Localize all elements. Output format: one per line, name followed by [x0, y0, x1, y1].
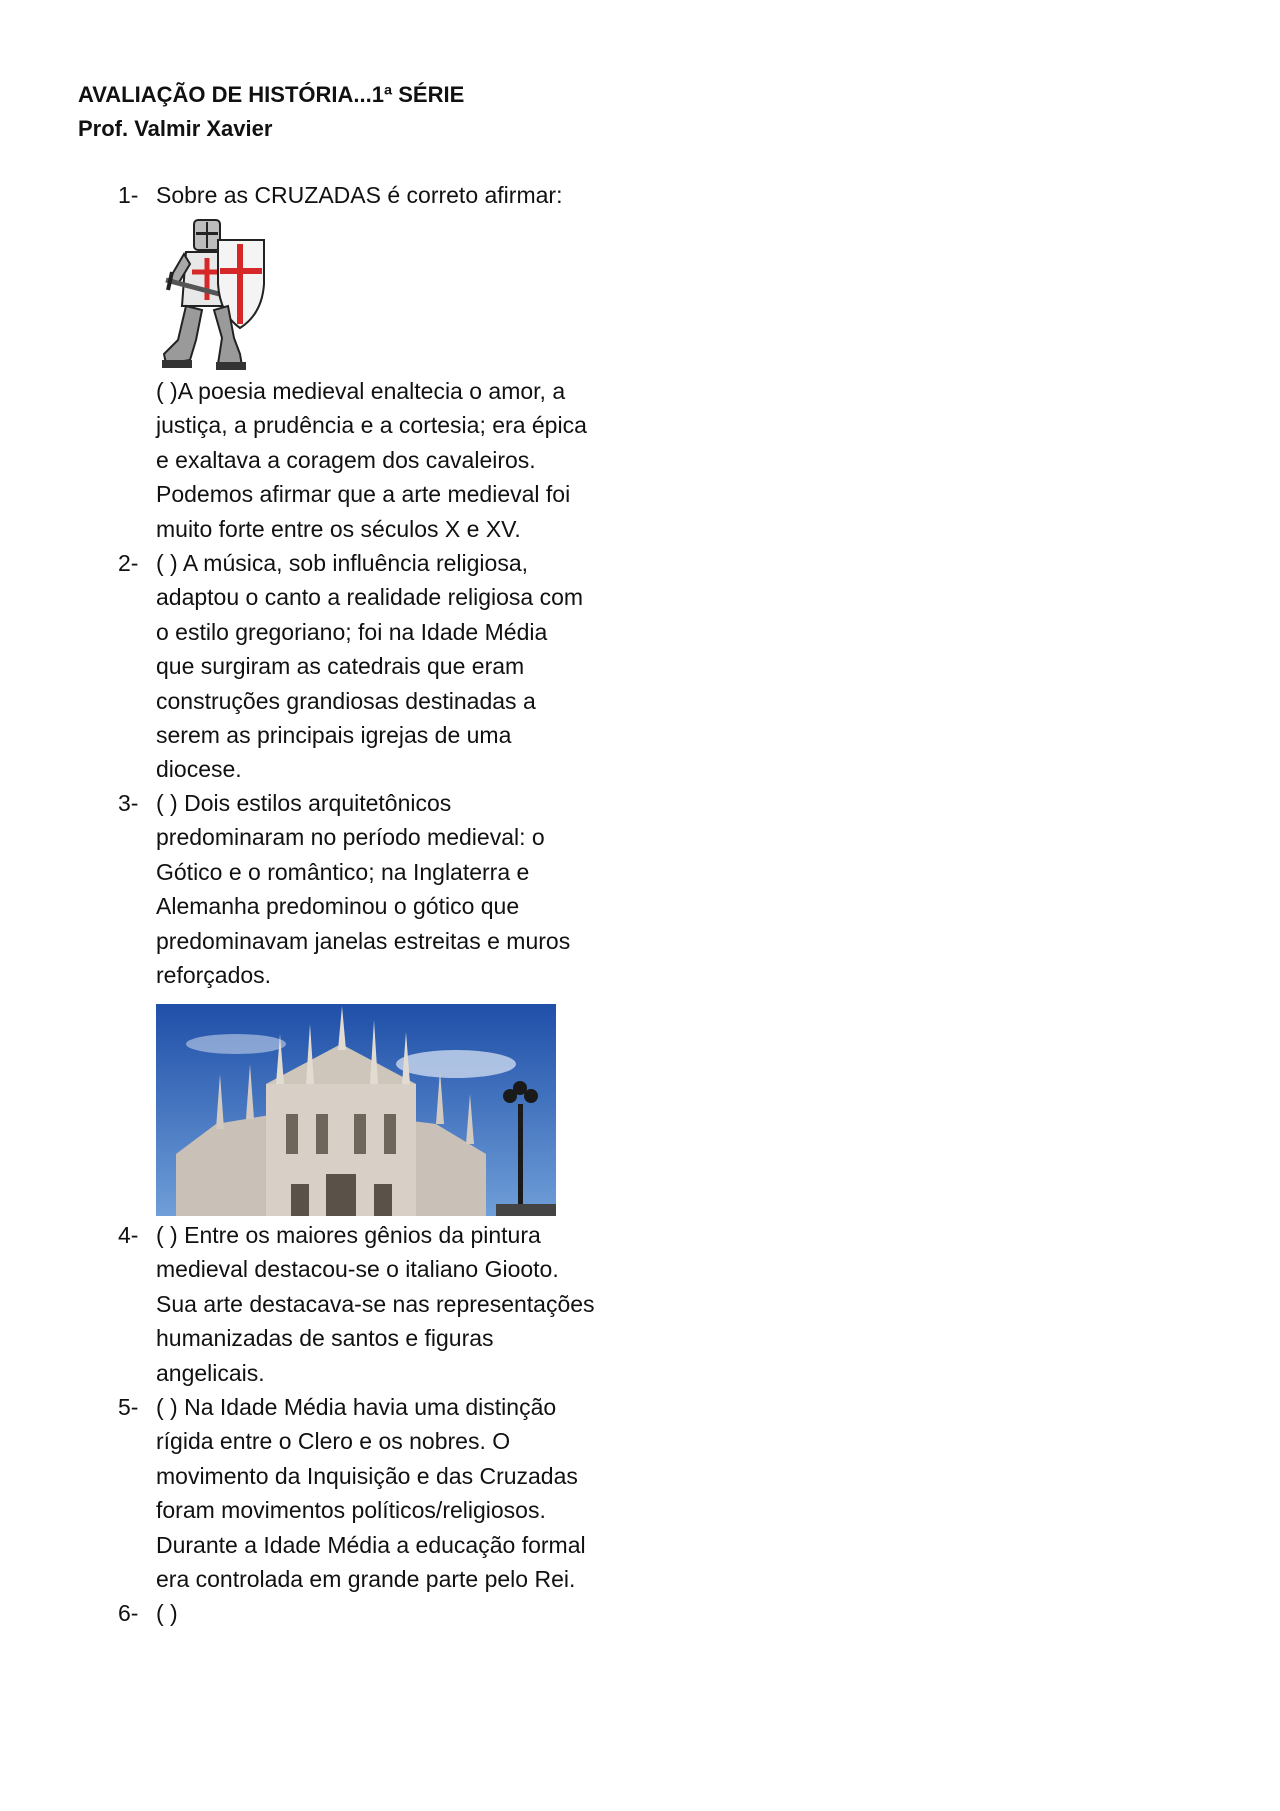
question-text — [156, 374, 626, 546]
question-number: 4- — [118, 1222, 139, 1248]
question-line: muito forte entre os séculos X e XV. — [156, 515, 521, 542]
question-line: ( ) A música, sob influência religiosa, — [156, 550, 529, 576]
question-line: Alemanha predominou o gótico que — [156, 893, 520, 920]
question-line: Durante a Idade Média a educação formal — [156, 1531, 586, 1558]
question-line: adaptou o canto a realidade religiosa com — [156, 584, 584, 611]
question-line: movimento da Inquisição e das Cruzadas — [156, 1462, 578, 1489]
question-line: ( ) — [156, 1600, 178, 1626]
question-text — [156, 178, 626, 212]
question-text — [156, 1390, 626, 1596]
question-line: angelicais. — [156, 1359, 265, 1386]
cathedral-icon — [156, 1004, 556, 1216]
question-line: Podemos afirmar que a arte medieval foi — [156, 481, 571, 508]
question-number: 1- — [118, 182, 139, 208]
question-text — [156, 1596, 626, 1630]
question-line: construções grandiosas destinadas a — [156, 687, 536, 714]
question-line: era controlada em grande parte pelo Rei. — [156, 1566, 576, 1593]
question-line: serem as principais igrejas de uma — [156, 722, 512, 749]
question-line: Sua arte destacava-se nas representações — [156, 1290, 595, 1317]
question-line: diocese. — [156, 756, 242, 783]
question-line: rígida entre o Clero e os nobres. O — [156, 1428, 511, 1455]
question-number: 2- — [118, 550, 139, 576]
question-line: justiça, a prudência e a cortesia; era épica — [156, 412, 587, 439]
question-text — [156, 786, 626, 992]
question-line: que surgiram as catedrais que eram — [156, 653, 525, 680]
exam-header — [78, 78, 464, 146]
question-number: 3- — [118, 790, 139, 816]
gothic-cathedral-image — [156, 1004, 556, 1216]
question-line: ( ) Na Idade Média havia uma distinção — [156, 1394, 557, 1420]
question-line: medieval destacou-se o italiano Giooto. — [156, 1256, 559, 1283]
question-line: reforçados. — [156, 962, 272, 989]
question-line: foram movimentos políticos/religiosos. — [156, 1497, 546, 1524]
question-line: ( ) Entre os maiores gênios da pintura — [156, 1222, 541, 1248]
question-text — [156, 1218, 626, 1390]
crusader-knight-image — [156, 214, 268, 374]
question-line: predominaram no período medieval: o — [156, 824, 545, 851]
question-line: ( )A poesia medieval enaltecia o amor, a — [156, 378, 566, 404]
question-line: humanizadas de santos e figuras — [156, 1325, 494, 1352]
teacher-name: Prof. Valmir Xavier — [78, 116, 273, 141]
question-line: ( ) Dois estilos arquitetônicos — [156, 790, 452, 816]
question-line: Gótico e o romântico; na Inglaterra e — [156, 858, 530, 885]
question-text — [156, 546, 626, 787]
question-line: Sobre as CRUZADAS é correto afirmar: — [156, 182, 563, 208]
question-number: 6- — [118, 1600, 139, 1626]
question-line: e exaltava a coragem dos cavaleiros. — [156, 446, 536, 473]
question-line: predominavam janelas estreitas e muros — [156, 927, 571, 954]
crusader-knight-icon — [156, 214, 268, 374]
question-line: o estilo gregoriano; foi na Idade Média — [156, 618, 548, 645]
question-number: 5- — [118, 1394, 139, 1420]
exam-title: AVALIAÇÃO DE HISTÓRIA...1ª SÉRIE — [78, 82, 465, 107]
